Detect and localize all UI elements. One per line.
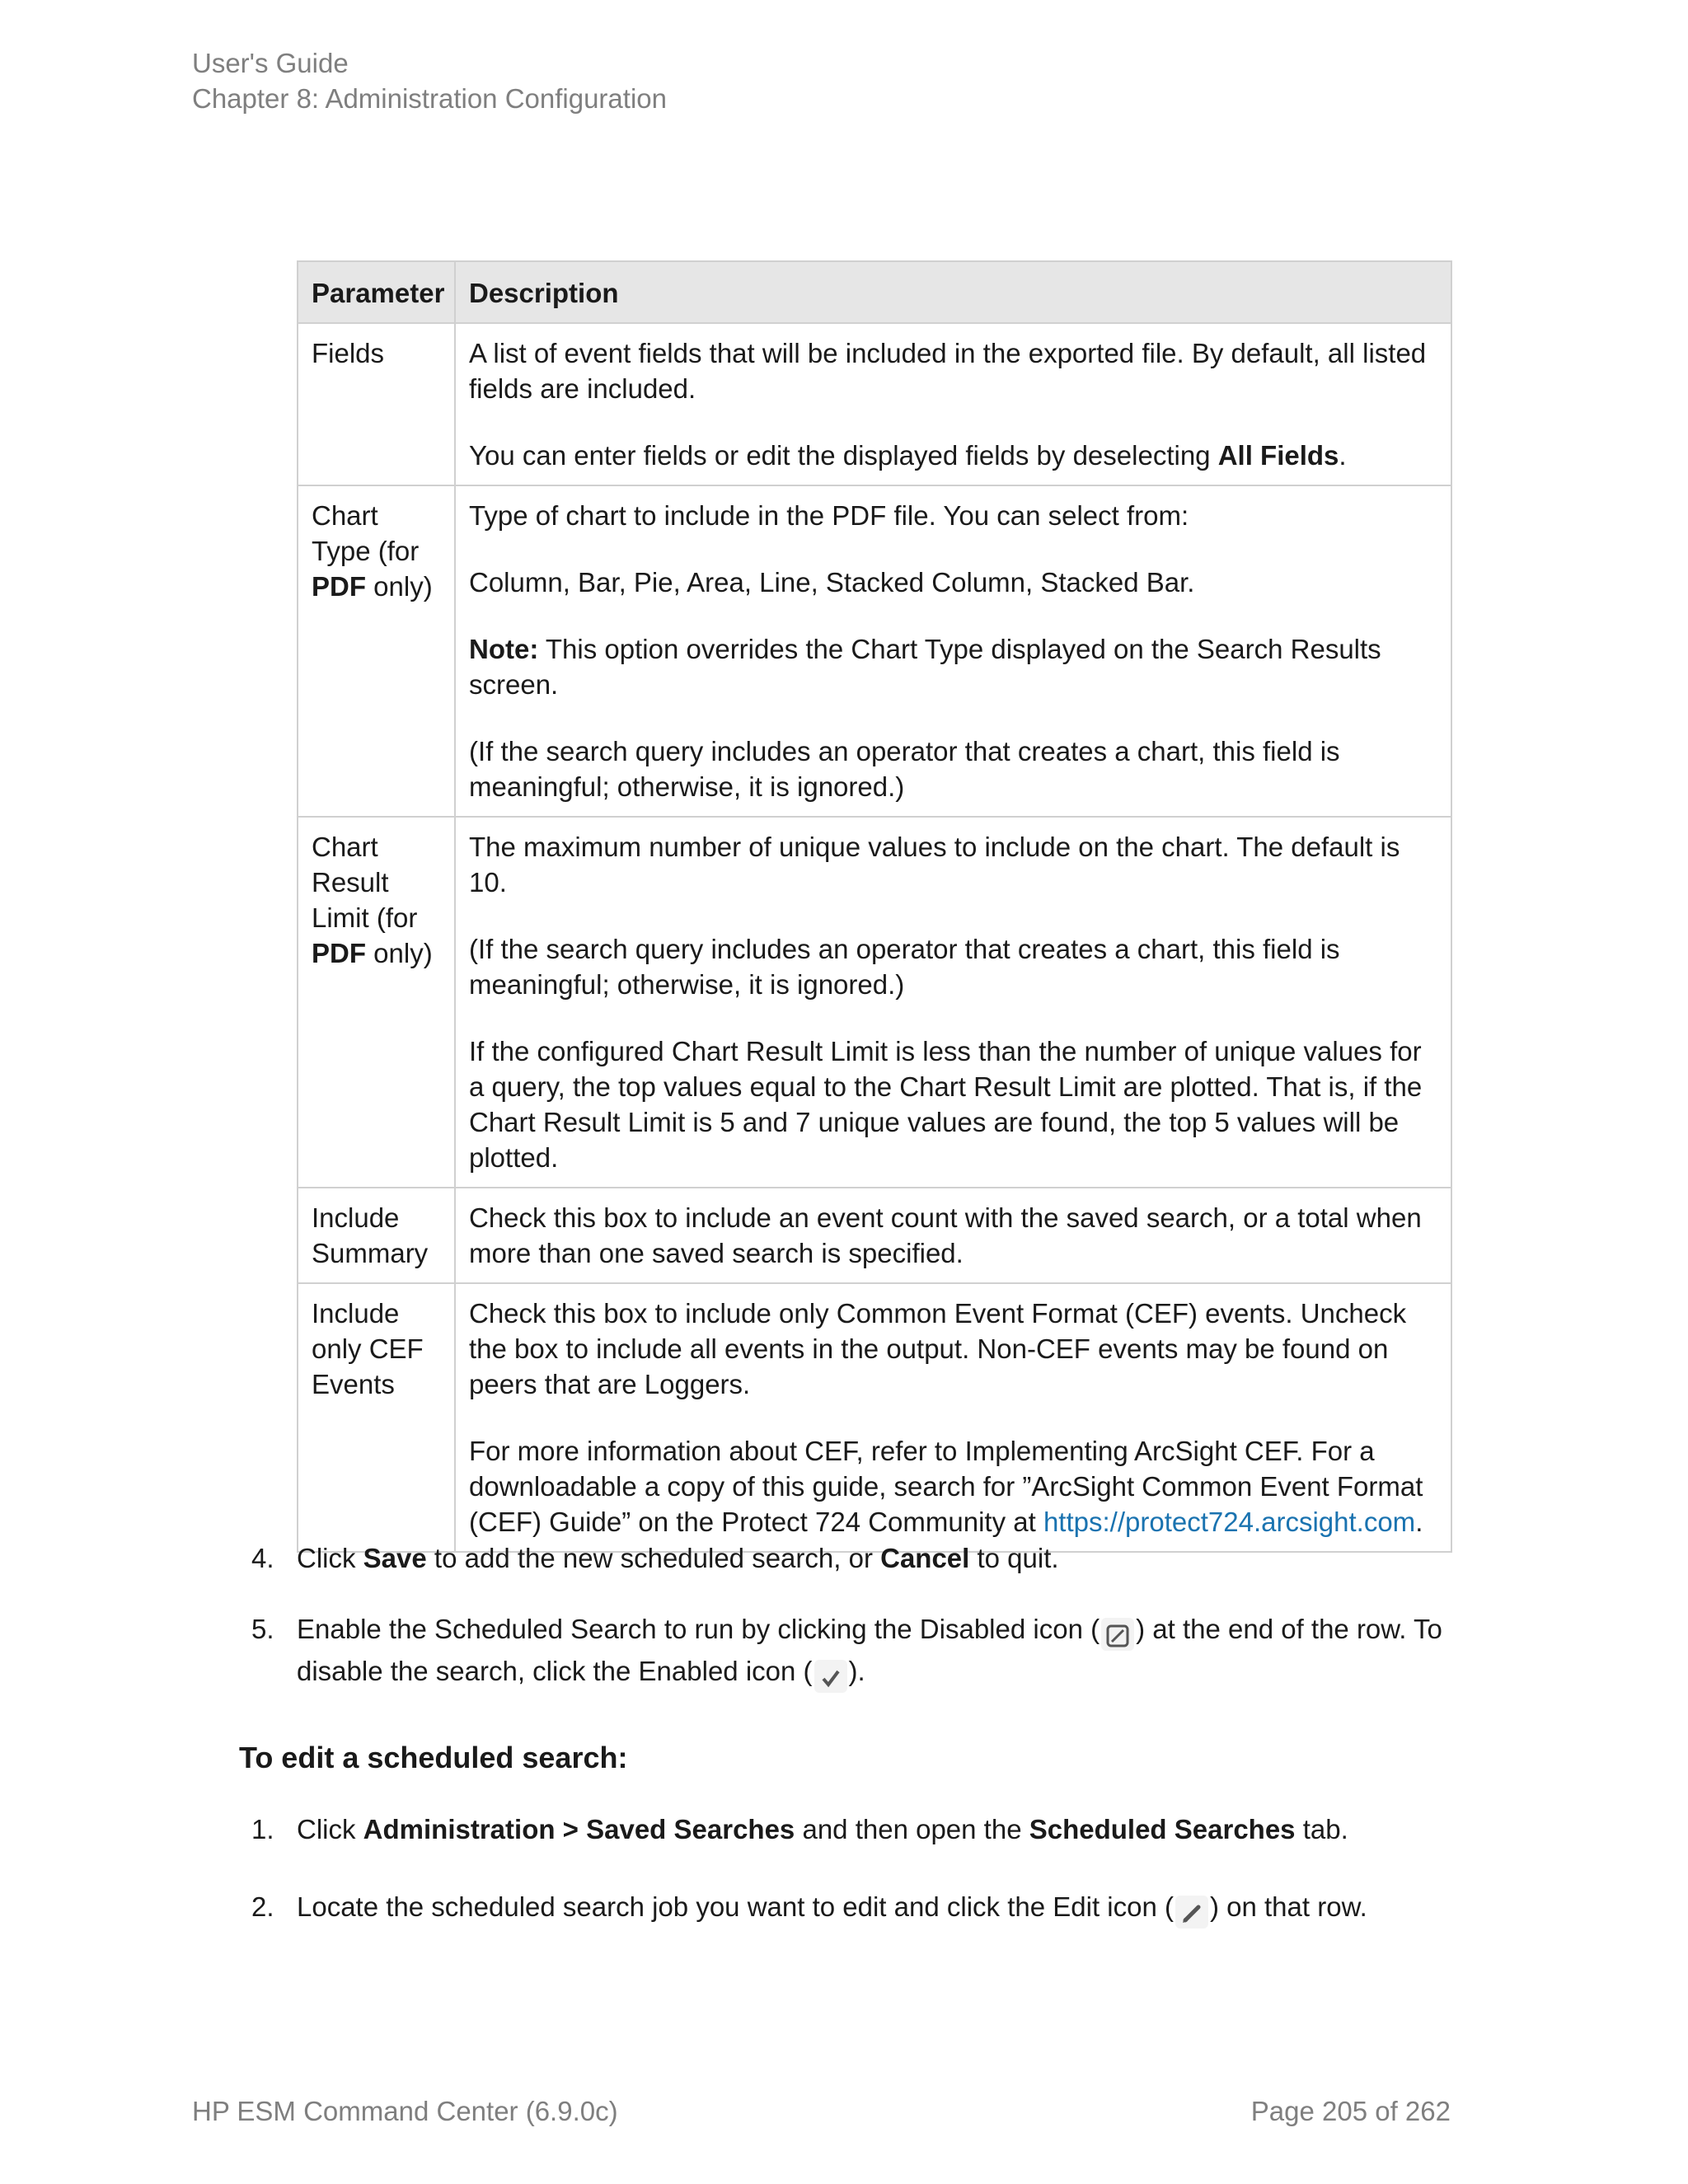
running-header [192, 45, 667, 116]
param-description: Check this box to include only Common Event Format (CEF) events. Uncheck the box to include all events in the output. Non-CEF events may be found on peers that are Loggers. For more information about CEF, refer to Implementing ArcSight CEF. For a downloadable a copy of this guide, search for ”ArcSight Common Event Format (CEF) Guide” on the Protect 724 Community at https://protect724.arcsight.com. [455, 1283, 1451, 1552]
param-name: Chart Result Limit (for PDF only) [298, 817, 455, 1188]
param-name: Chart Type (for PDF only) [298, 485, 455, 817]
table-header-row [298, 261, 1451, 323]
param-name: Include Summary [298, 1188, 455, 1283]
steps-list-edit [251, 1809, 1455, 1929]
list-item: 1. Click Administration > Saved Searches and then open the Scheduled Searches tab. [251, 1814, 1348, 1844]
note: Note: This option overrides the Chart Type displayed on the Search Results screen. [469, 634, 1381, 700]
checkmark-icon [814, 1660, 847, 1693]
param-description: A list of event fields that will be included in the exported file. By default, all listed fields are included. You can enter fields or edit the displayed fields by deselecting All Fields. [455, 323, 1451, 485]
table-row [298, 323, 1451, 485]
column-header-description: Description [455, 261, 1451, 323]
param-name: Fields [298, 323, 455, 485]
table-row [298, 485, 1451, 817]
steps-list-save [251, 1538, 1455, 1693]
param-description: The maximum number of unique values to include on the chart. The default is 10. (If the search query includes an operator that creates a chart, this field is meaningful; otherwise, it is ignored.) If the configured Chart Result Limit is less than the number of unique values for a query, the top values equal to the Chart Result Limit are plotted. That is, if the Chart Result Limit is 5 and 7 unique values are found, the top 5 values will be plotted. [455, 817, 1451, 1188]
section-heading: To edit a scheduled search: [239, 1741, 628, 1774]
param-description: Type of chart to include in the PDF file. You can select from: Column, Bar, Pie, Area, Line, Stacked Column, Stacked Bar. Note: This option overrides the Chart Type displayed on the Search Results screen. (If the search query includes an operator that creates a chart, this field is meaningful; otherwise, it is ignored.) [455, 485, 1451, 817]
header-guide-title: User's Guide [192, 48, 349, 78]
footer-page-number: Page 205 of 262 [1250, 2096, 1451, 2126]
footer-product: HP ESM Command Center (6.9.0c) [192, 2096, 618, 2126]
protect724-link[interactable]: https://protect724.arcsight.com [1043, 1507, 1416, 1537]
header-chapter-title: Chapter 8: Administration Configuration [192, 83, 667, 114]
parameter-table [297, 260, 1452, 1553]
table-row [298, 1188, 1451, 1283]
pencil-edit-icon [1175, 1896, 1208, 1929]
column-header-parameter: Parameter [298, 261, 455, 323]
table-row [298, 1283, 1451, 1552]
list-item: 2. Locate the scheduled search job you want to edit and click the Edit icon ( ) on that row. [251, 1886, 1455, 1929]
param-description: Check this box to include an event count with the saved search, or a total when more than one saved search is specified. [455, 1188, 1451, 1283]
param-name: Include only CEF Events [298, 1283, 455, 1552]
list-item: 4. Click Save to add the new scheduled search, or Cancel to quit. [251, 1543, 1059, 1573]
table-row [298, 817, 1451, 1188]
disabled-icon [1101, 1618, 1134, 1651]
list-item: 5. Enable the Scheduled Search to run by clicking the Disabled icon ( ) at the end of the row. To disable the search, click the Enabled icon ( ). [251, 1609, 1455, 1693]
